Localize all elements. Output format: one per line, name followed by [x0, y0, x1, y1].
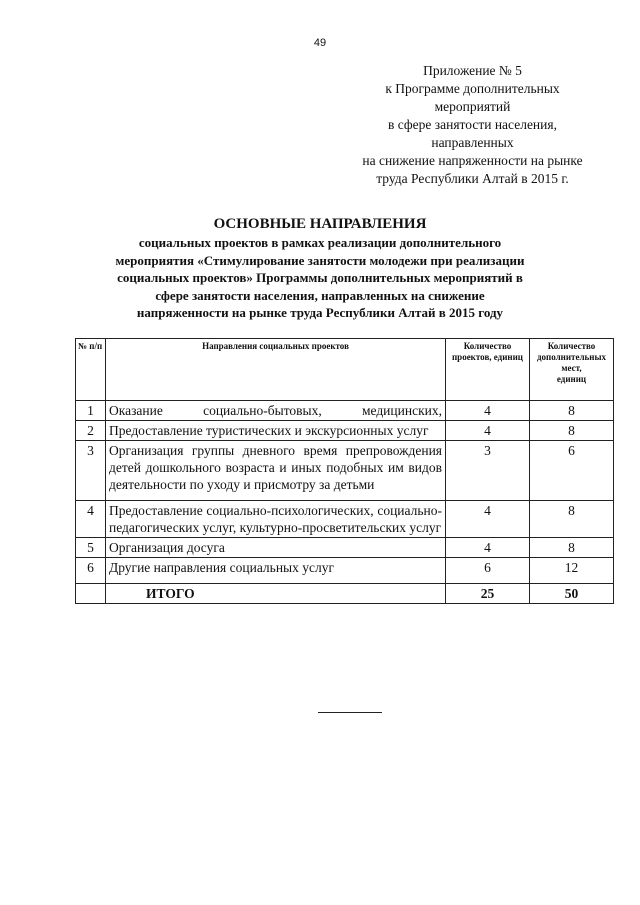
- row-projects: 4: [446, 501, 530, 538]
- row-places: 8: [530, 538, 614, 558]
- row-direction-text: Другие направления социальных услуг: [109, 560, 335, 575]
- document-subtitle-line: сфере занятости населения, направленных на снижение: [155, 287, 485, 303]
- total-num: [76, 584, 106, 604]
- table-header-row: [76, 339, 614, 401]
- appendix-line: мероприятий: [434, 99, 511, 114]
- row-direction: [106, 441, 446, 501]
- row-num: 3: [76, 441, 106, 501]
- row-num: 5: [76, 538, 106, 558]
- total-projects: 25: [446, 584, 530, 604]
- row-places: 8: [530, 401, 614, 421]
- row-direction-text: Организация группы дневного время препровождения детей дошкольного возраста и иных подобных им видов деятельности по уходу и присмотру за детьми: [109, 443, 442, 492]
- row-direction: Предоставление социально-психологических, социально-педагогических услуг, культурно-просветительских услуг: [106, 501, 446, 538]
- table-row: [76, 501, 614, 538]
- row-direction: Предоставление туристических и экскурсионных услуг: [106, 421, 446, 441]
- table-row: [76, 401, 614, 421]
- appendix-line: к Программе дополнительных: [385, 81, 560, 96]
- row-projects: 4: [446, 401, 530, 421]
- appendix-line: направленных: [431, 135, 514, 150]
- row-spacer: [109, 576, 442, 582]
- row-projects: 6: [446, 558, 530, 584]
- appendix-line: в сфере занятости населения,: [388, 117, 557, 132]
- header-places-unit: единиц: [556, 374, 587, 384]
- row-num: 2: [76, 421, 106, 441]
- document-heading: [80, 214, 560, 322]
- row-places: 8: [530, 501, 614, 538]
- header-direction: Направления социальных проектов: [106, 339, 446, 401]
- header-places: [530, 339, 614, 401]
- appendix-line: Приложение № 5: [423, 63, 522, 78]
- row-places: 12: [530, 558, 614, 584]
- appendix-line: на снижение напряженности на рынке: [362, 153, 583, 168]
- appendix-line: труда Республики Алтай в 2015 г.: [376, 171, 569, 186]
- total-label: ИТОГО: [106, 584, 446, 604]
- document-subtitle-line: социальных проектов» Программы дополнительных мероприятий в: [117, 270, 523, 286]
- table-row: [76, 538, 614, 558]
- page-number: 49: [313, 37, 327, 49]
- row-direction: Организация досуга: [106, 538, 446, 558]
- total-places: 50: [530, 584, 614, 604]
- row-num: 1: [76, 401, 106, 421]
- table-row: [76, 421, 614, 441]
- row-projects: 4: [446, 538, 530, 558]
- table-total-row: [76, 584, 614, 604]
- row-direction: Оказание социально-бытовых, медицинских,: [106, 401, 446, 421]
- separator-line: [318, 712, 382, 713]
- row-projects: 4: [446, 421, 530, 441]
- table-row: [76, 558, 614, 584]
- document-subtitle-line: напряженности на рынке труда Республики Алтай в 2015 году: [136, 305, 504, 321]
- row-places: 8: [530, 421, 614, 441]
- header-num: № п/п: [76, 339, 106, 401]
- document-subtitle-line: социальных проектов в рамках реализации дополнительного: [138, 235, 502, 250]
- document-subtitle-line: мероприятия «Стимулирование занятости молодежи при реализации: [115, 252, 525, 268]
- row-num: 4: [76, 501, 106, 538]
- header-projects: Количество проектов, единиц: [446, 339, 530, 401]
- row-spacer: [109, 493, 442, 499]
- directions-table: [75, 338, 614, 604]
- document-title: ОСНОВНЫЕ НАПРАВЛЕНИЯ: [213, 216, 427, 232]
- row-num: 6: [76, 558, 106, 584]
- row-direction: [106, 558, 446, 584]
- row-places: 6: [530, 441, 614, 501]
- row-projects: 3: [446, 441, 530, 501]
- appendix-note: [330, 62, 615, 188]
- header-places-main: Количество дополнительных мест,: [537, 341, 606, 373]
- table-row: [76, 441, 614, 501]
